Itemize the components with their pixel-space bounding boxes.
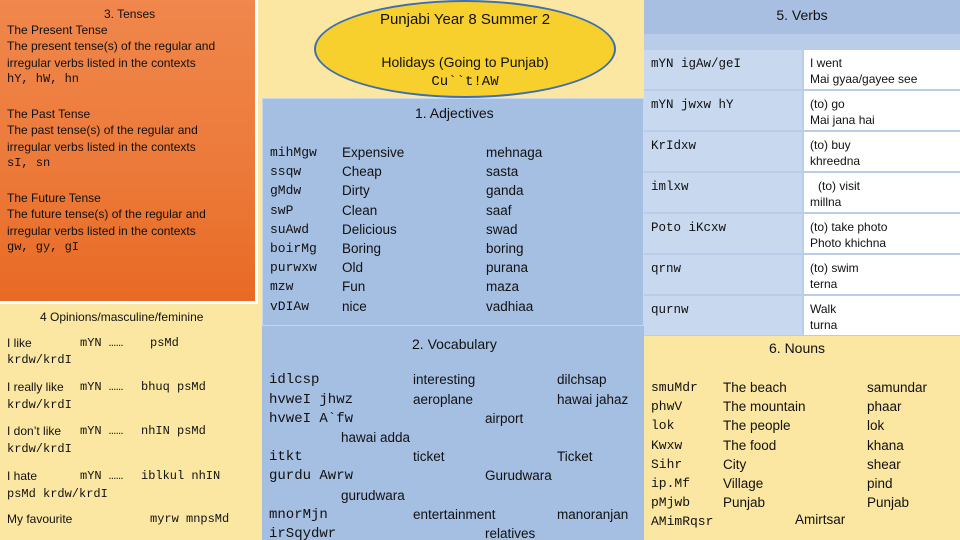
list-item: Boring — [342, 241, 382, 257]
vocab-english: interesting — [413, 372, 476, 387]
list-item: Kwxw — [651, 437, 683, 453]
opinion-punjabi: krdw/krdI — [7, 398, 72, 412]
vocab-punjabi: hvweI A`fw — [269, 411, 354, 427]
verb-row — [644, 50, 960, 91]
past-tense-text: irregular verbs listed in the contexts — [7, 140, 196, 154]
page-subtitle-punjabi: Cu``t!AW — [431, 74, 499, 90]
verb-row — [644, 255, 960, 296]
verb-row — [644, 214, 960, 255]
vocab-punjabi: itkt — [269, 449, 303, 465]
list-item: shear — [867, 456, 901, 472]
list-item: purwxw — [270, 260, 317, 276]
list-item: gMdw — [270, 183, 302, 199]
vocab-punjabi: hvweI jhwz — [269, 392, 354, 408]
vocab-english: Gurudwara — [485, 468, 552, 483]
page-subtitle: Holidays (Going to Punjab) — [381, 54, 549, 70]
list-item: Punjab — [867, 495, 910, 511]
list-item: Amirtsar — [795, 512, 846, 527]
list-item: swad — [486, 221, 518, 237]
list-item: Fun — [342, 279, 366, 295]
list-item: samundar — [867, 380, 928, 395]
future-tense-title: The Future Tense — [7, 191, 101, 205]
list-item: vDIAw — [270, 298, 310, 314]
opinion-punjabi: iblkul nhIN — [141, 469, 221, 483]
verb-transliteration: Photo khichna — [810, 236, 887, 250]
adjectives-heading: 1. Adjectives — [415, 105, 494, 121]
vocab-english: aeroplane — [413, 392, 474, 407]
list-item: pind — [867, 476, 893, 492]
opinion-punjabi: bhuq psMd — [141, 380, 206, 394]
verb-punjabi: Poto iKcxw — [644, 214, 802, 253]
verb-english-cell — [804, 214, 960, 253]
list-item: ip.Mf — [651, 476, 691, 492]
list-item: boring — [486, 241, 524, 257]
verb-english-cell — [804, 132, 960, 171]
vocabulary-heading: 2. Vocabulary — [412, 336, 497, 352]
vocab-transliteration: ticket — [413, 449, 445, 464]
list-item: phaar — [867, 399, 902, 415]
list-item: The food — [723, 437, 777, 453]
list-item: Delicious — [342, 221, 397, 237]
list-item: Punjab — [723, 495, 766, 511]
opinion-punjabi: mYN …… — [80, 424, 124, 438]
opinion-punjabi: mYN …… — [80, 336, 124, 350]
list-item: The people — [723, 418, 791, 434]
list-item: smuMdr — [651, 380, 698, 395]
opinion-punjabi: nhIN psMd — [141, 424, 206, 438]
nouns-heading: 6. Nouns — [769, 340, 826, 356]
opinion-punjabi: psMd krdw/krdI — [7, 487, 108, 501]
vocab-punjabi: mnorMjn — [269, 507, 328, 523]
list-item: suAwd — [270, 221, 310, 237]
opinion-english: My favourite — [7, 512, 73, 526]
list-item: phwV — [651, 399, 683, 415]
vocab-english: airport — [485, 411, 524, 426]
list-item: The beach — [723, 380, 787, 395]
adjectives-panel — [262, 98, 644, 326]
list-item: mehnaga — [486, 145, 543, 160]
opinion-english: I don’t like — [7, 424, 62, 438]
verb-punjabi: qurnw — [644, 296, 802, 335]
vocab-english: relatives — [485, 526, 536, 540]
opinion-punjabi: mYN …… — [80, 380, 124, 394]
verb-punjabi: mYN jwxw hY — [644, 91, 802, 130]
vocab-transliteration: manoranjan — [557, 507, 629, 522]
verb-english: (to) buy — [810, 138, 851, 152]
verb-english-cell — [804, 50, 960, 89]
verb-punjabi: KrIdxw — [644, 132, 802, 171]
vocab-punjabi: idlcsp — [269, 372, 320, 388]
opinion-english: I like — [7, 336, 32, 350]
present-tense-examples: hY, hW, hn — [7, 72, 80, 86]
verb-english: I went — [810, 56, 843, 70]
verb-english: (to) take photo — [810, 220, 888, 234]
past-tense-examples: sI, sn — [7, 156, 51, 170]
nouns-panel — [644, 336, 960, 540]
list-item: boirMg — [270, 241, 317, 257]
title-oval — [314, 0, 616, 98]
list-item: ganda — [486, 183, 524, 199]
verbs-panel — [644, 0, 960, 336]
verb-row — [644, 132, 960, 173]
list-item: lok — [867, 418, 885, 434]
verb-punjabi: imlxw — [644, 173, 802, 212]
verb-english-cell — [804, 255, 960, 294]
vocab-punjabi: gurdu Awrw — [269, 468, 354, 484]
list-item: lok — [651, 418, 675, 434]
opinion-punjabi: mYN …… — [80, 469, 124, 483]
adjectives-english-column — [342, 143, 404, 316]
verb-transliteration: turna — [810, 318, 838, 332]
opinion-punjabi: krdw/krdI — [7, 442, 72, 456]
verb-transliteration: Mai jana hai — [810, 113, 875, 127]
verb-row — [644, 173, 960, 214]
vocab-english: entertainment — [413, 507, 496, 522]
list-item: AMimRqsr — [651, 514, 714, 530]
adjectives-punjabi-column — [270, 143, 317, 316]
vocab-punjabi: irSqydwr — [269, 526, 337, 540]
opinion-punjabi: krdw/krdI — [7, 353, 72, 367]
verb-row — [644, 91, 960, 132]
list-item: The mountain — [723, 399, 806, 415]
vocabulary-panel — [262, 326, 644, 540]
past-tense-text: The past tense(s) of the regular and — [7, 123, 198, 137]
opinion-english: I really like — [7, 380, 64, 394]
vocab-transliteration: dilchsap — [557, 372, 607, 387]
adjectives-transliteration-column — [486, 143, 542, 316]
list-item: mzw — [270, 279, 294, 295]
verb-transliteration: millna — [810, 195, 842, 209]
verb-english-cell — [804, 91, 960, 130]
verb-transliteration: khreedna — [810, 154, 861, 168]
opinion-punjabi: myrw mnpsMd — [150, 512, 230, 526]
vocab-english: Ticket — [557, 449, 593, 464]
vocab-transliteration: hawai adda — [341, 430, 411, 445]
list-item: nice — [342, 298, 367, 314]
past-tense-title: The Past Tense — [7, 107, 91, 121]
present-tense-text: irregular verbs listed in the contexts — [7, 56, 196, 70]
verb-english: (to) go — [810, 97, 845, 111]
opinion-row — [7, 334, 32, 352]
nouns-punjabi-column — [651, 378, 713, 532]
list-item: mihMgw — [270, 145, 317, 160]
nouns-transliteration-column — [867, 378, 927, 512]
verb-transliteration: terna — [810, 277, 838, 291]
list-item: ssqw — [270, 164, 302, 180]
verb-punjabi: mYN igAw/geI — [644, 50, 802, 89]
verb-english: Walk — [810, 302, 837, 316]
list-item: Village — [723, 476, 764, 492]
future-tense-text: irregular verbs listed in the contexts — [7, 224, 196, 238]
page-title: Punjabi Year 8 Summer 2 — [379, 11, 551, 28]
list-item: Cheap — [342, 164, 382, 180]
nouns-english-column — [723, 378, 806, 512]
verb-row — [644, 296, 960, 337]
present-tense-title: The Present Tense — [7, 23, 108, 37]
opinions-heading: 4 Opinions/masculine/feminine — [40, 310, 204, 324]
list-item: sasta — [486, 164, 519, 180]
list-item: City — [723, 456, 747, 472]
opinions-panel — [0, 304, 258, 540]
list-item: Clean — [342, 202, 378, 218]
tenses-panel — [0, 0, 258, 304]
opinion-english: I hate — [7, 469, 38, 483]
list-item: maza — [486, 279, 520, 295]
list-item: Sihr — [651, 456, 683, 472]
list-item: vadhiaa — [486, 298, 534, 314]
list-item: saaf — [486, 202, 512, 218]
future-tense-examples: gw, gy, gI — [7, 240, 80, 254]
verb-english: (to) swim — [810, 261, 859, 275]
list-item: pMjwb — [651, 495, 691, 511]
verb-transliteration: Mai gyaa/gayee see — [810, 72, 918, 86]
verb-english: (to) visit — [818, 179, 860, 193]
list-item: purana — [486, 260, 529, 276]
list-item: Old — [342, 260, 364, 276]
future-tense-text: The future tense(s) of the regular and — [7, 207, 206, 221]
list-item: khana — [867, 437, 904, 453]
list-item: swP — [270, 202, 294, 218]
verb-english-cell — [804, 173, 960, 212]
verb-english-cell — [804, 296, 960, 335]
list-item: Dirty — [342, 183, 370, 199]
present-tense-text: The present tense(s) of the regular and — [7, 39, 216, 53]
verbs-heading: 5. Verbs — [644, 0, 960, 34]
tenses-heading: 3. Tenses — [104, 7, 156, 21]
opinion-punjabi: psMd — [150, 336, 179, 350]
verb-punjabi: qrnw — [644, 255, 802, 294]
vocab-transliteration: gurudwara — [341, 488, 405, 503]
vocab-transliteration: hawai jahaz — [557, 392, 629, 407]
list-item: Expensive — [342, 145, 405, 160]
